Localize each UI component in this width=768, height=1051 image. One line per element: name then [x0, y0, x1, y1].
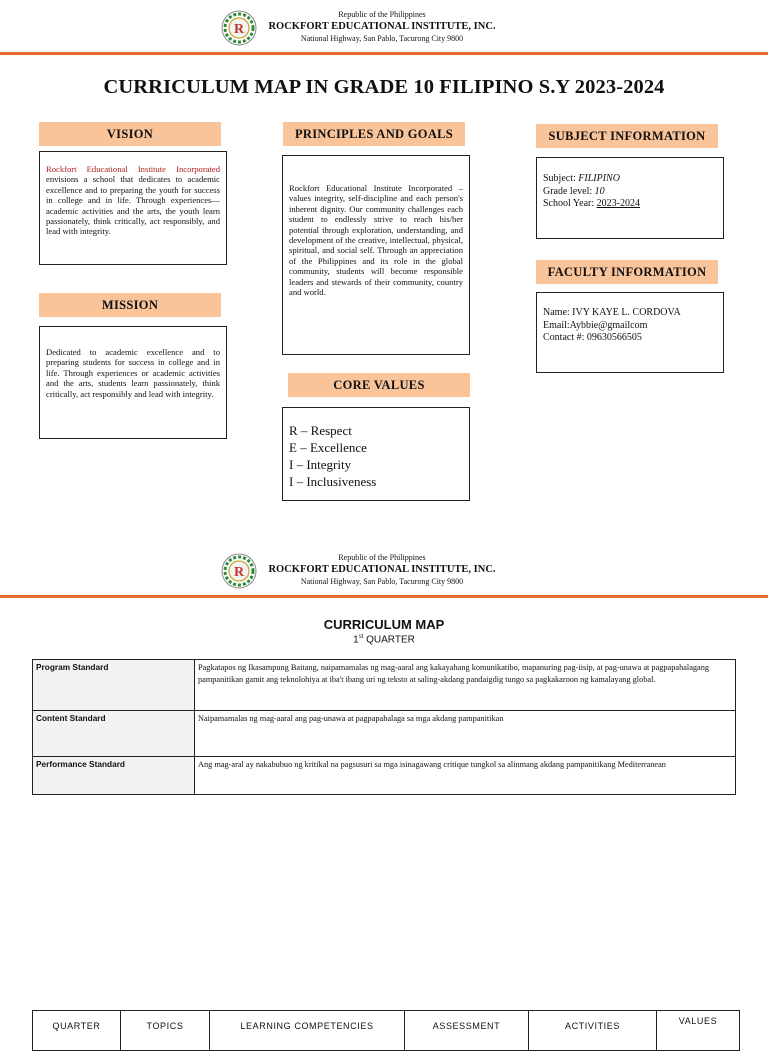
core-value-respect: R – Respect — [289, 423, 352, 438]
col-topics: TOPICS — [121, 1011, 210, 1051]
subject-info-box — [536, 157, 724, 239]
standards-table — [32, 659, 736, 795]
subject-line: Subject: FILIPINO — [543, 173, 620, 184]
school-address: National Highway, San Pablo, Tacurong City 9800 — [300, 34, 464, 43]
principles-text: Rockfort Educational Institute Incorporated – values integrity, self-discipline and each person's inherent dignity. Our community challenges each student to endlessly strive to reach his/her potential through exploration, understanding, and development of the creative, intellectual, physical, spiritual, and social self. Through an appreciation of the Philippines and its role in the global community, students will become responsible leaders and stewards of their community, country and world. — [289, 183, 463, 298]
svg-text:R: R — [233, 22, 245, 37]
faculty-name: Name: IVY KAYE L. CORDOVA — [543, 307, 681, 318]
core-value-inclusiveness: I – Inclusiveness — [289, 474, 377, 489]
table-row — [33, 660, 736, 711]
page-header-second — [0, 551, 768, 599]
school-name: ROCKFORT EDUCATIONAL INSTITUTE, INC. — [268, 21, 496, 32]
subject-info-label: SUBJECT INFORMATION — [536, 124, 718, 148]
standard-value: Ang mag-aral ay nakabubuo ng kritikal na pagsusuri sa mga isinagawang critique tungkol sa alinmang akdang pampanitikang Mediterranean — [195, 757, 736, 795]
core-values-label: CORE VALUES — [288, 373, 470, 397]
mission-label: MISSION — [39, 293, 221, 317]
mission-text: Dedicated to academic excellence and to preparing students for success in college and in life. Through experiences or academic activities and the arts, students learn passionately, think critically, act responsibly and lead with integrity. — [46, 347, 220, 399]
svg-text:R: R — [233, 565, 245, 580]
principles-box — [282, 155, 470, 355]
school-logo-icon — [221, 10, 257, 46]
col-values: VALUES — [657, 1011, 740, 1051]
mission-box — [39, 326, 227, 439]
core-values-box — [282, 407, 470, 501]
vision-text: Rockfort Educational Institute Incorporated envisions a school that dedicates to academic excellence and to preparing the youth for success in college and in life. Through experiences—academic activities and the arts, the youth learn passionately, think critically, act responsibly, and lead with integrity. — [46, 164, 220, 237]
vision-box — [39, 151, 227, 265]
col-activities: ACTIVITIES — [529, 1011, 657, 1051]
republic-text: Republic of the Philippines — [338, 553, 426, 562]
school-name: ROCKFORT EDUCATIONAL INSTITUTE, INC. — [268, 564, 496, 575]
faculty-contact: Contact #: 09630566505 — [543, 332, 642, 343]
core-value-integrity: I – Integrity — [289, 457, 352, 472]
standard-value: Naipamamalas ng mag-aaral ang pag-unawa at pagpapahalaga sa mga akdang pampanitikan — [195, 711, 736, 757]
curriculum-map-title: CURRICULUM MAP — [323, 617, 445, 632]
year-line: School Year: 2023-2024 — [543, 198, 640, 209]
curriculum-columns-header — [32, 1010, 740, 1051]
republic-text: Republic of the Philippines — [338, 10, 426, 19]
faculty-info-label: FACULTY INFORMATION — [536, 260, 718, 284]
page-title: CURRICULUM MAP IN GRADE 10 FILIPINO S.Y 2023-2024 — [103, 76, 665, 98]
table-row — [33, 711, 736, 757]
principles-label: PRINCIPLES AND GOALS — [283, 122, 465, 146]
vision-label: VISION — [39, 122, 221, 146]
page-header-top — [0, 8, 768, 56]
core-value-excellence: E – Excellence — [289, 440, 367, 455]
table-header-row — [33, 1011, 740, 1051]
col-learning-competencies: LEARNING COMPETENCIES — [210, 1011, 405, 1051]
table-row — [33, 757, 736, 795]
year-value: 2023-2024 — [596, 198, 640, 209]
grade-line: Grade level: 10 — [543, 185, 605, 197]
standard-key: Content Standard — [33, 711, 195, 757]
school-logo-icon — [221, 553, 257, 589]
grade-value: 10 — [594, 185, 605, 197]
faculty-email: Email:Aybbie@gmailcom — [543, 319, 648, 331]
standard-value: Pagkatapos ng Ikasampung Baitang, naipamamalas ng mag-aaral ang kakayahang komunikatibo, mapanuring pag-iisip, at pag-unawa at pagpapahalagang pampanitikan gamit ang teknolohiya at iba't ibang uri ng teksto at saling-akdang pandaigdig tungo sa pagkakaroon ng kamalayang global. — [195, 660, 736, 711]
faculty-info-box — [536, 292, 724, 373]
vision-lead: Rockfort Educational Institute Incorporated — [46, 164, 220, 174]
col-quarter: QUARTER — [33, 1011, 121, 1051]
standard-key: Performance Standard — [33, 757, 195, 795]
school-address: National Highway, San Pablo, Tacurong City 9800 — [300, 577, 464, 586]
subject-value: FILIPINO — [578, 173, 620, 184]
standard-key: Program Standard — [33, 660, 195, 711]
header-divider — [0, 595, 768, 598]
quarter-label: 1st QUARTER — [353, 634, 415, 646]
col-assessment: ASSESSMENT — [405, 1011, 529, 1051]
header-divider — [0, 52, 768, 55]
